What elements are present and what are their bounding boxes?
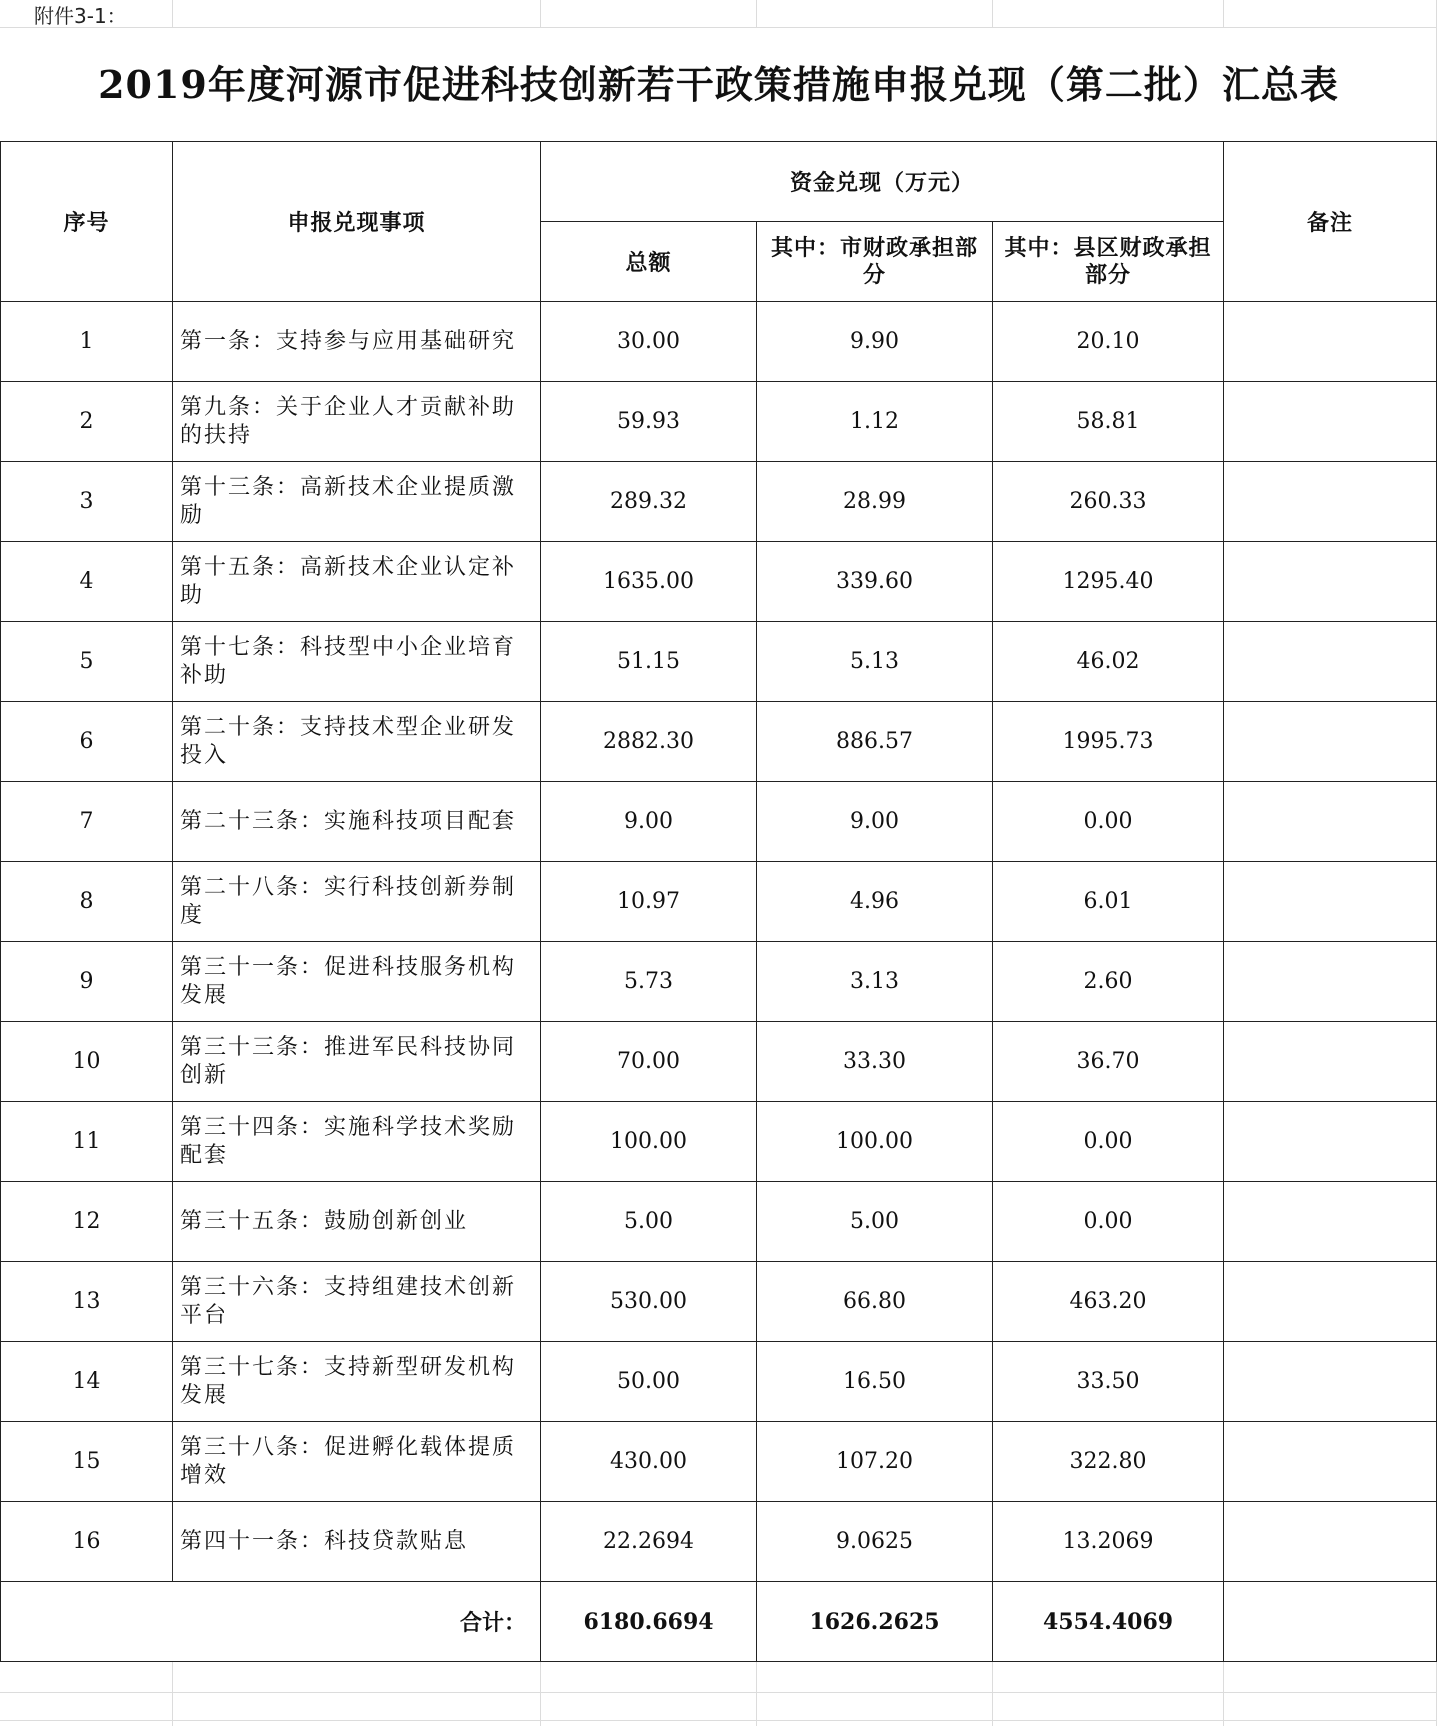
cell-city[interactable]: 16.50 bbox=[757, 1342, 993, 1422]
cell-remark[interactable] bbox=[1224, 862, 1437, 942]
totals-row bbox=[1, 1582, 1437, 1662]
cell-city[interactable]: 107.20 bbox=[757, 1422, 993, 1502]
header-county[interactable]: 其中：县区财政承担部分 bbox=[993, 222, 1224, 302]
cell-county[interactable]: 46.02 bbox=[993, 622, 1224, 702]
cell-total[interactable]: 289.32 bbox=[541, 462, 757, 542]
cell-item[interactable]: 第十五条：高新技术企业认定补助 bbox=[173, 542, 541, 622]
cell-seq[interactable]: 8 bbox=[1, 862, 173, 942]
cell-city[interactable]: 4.96 bbox=[757, 862, 993, 942]
totals-total[interactable]: 6180.6694 bbox=[541, 1582, 757, 1662]
cell-seq[interactable]: 1 bbox=[1, 302, 173, 382]
cell-county[interactable]: 322.80 bbox=[993, 1422, 1224, 1502]
cell-county[interactable]: 36.70 bbox=[993, 1022, 1224, 1102]
cell-total[interactable]: 1635.00 bbox=[541, 542, 757, 622]
table-row bbox=[1, 1502, 1437, 1582]
table-row bbox=[1, 1102, 1437, 1182]
cell-total[interactable]: 59.93 bbox=[541, 382, 757, 462]
table-row bbox=[1, 782, 1437, 862]
gridline bbox=[540, 0, 541, 28]
cell-seq[interactable]: 7 bbox=[1, 782, 173, 862]
summary-table bbox=[0, 141, 1437, 1662]
header-item[interactable]: 申报兑现事项 bbox=[173, 142, 541, 302]
cell-total[interactable]: 430.00 bbox=[541, 1422, 757, 1502]
cell-city[interactable]: 66.80 bbox=[757, 1262, 993, 1342]
cell-seq[interactable]: 9 bbox=[1, 942, 173, 1022]
gridline bbox=[992, 0, 993, 28]
cell-item[interactable]: 第一条：支持参与应用基础研究 bbox=[173, 302, 541, 382]
gridline bbox=[1223, 1662, 1224, 1726]
cell-city[interactable]: 28.99 bbox=[757, 462, 993, 542]
cell-seq[interactable]: 5 bbox=[1, 622, 173, 702]
table-row bbox=[1, 1262, 1437, 1342]
cell-total[interactable]: 5.73 bbox=[541, 942, 757, 1022]
cell-county[interactable]: 58.81 bbox=[993, 382, 1224, 462]
cell-remark[interactable] bbox=[1224, 1022, 1437, 1102]
attachment-label[interactable]: 附件3-1： bbox=[34, 4, 127, 28]
table-row bbox=[1, 1422, 1437, 1502]
cell-seq[interactable]: 3 bbox=[1, 462, 173, 542]
cell-remark[interactable] bbox=[1224, 1342, 1437, 1422]
cell-county[interactable]: 13.2069 bbox=[993, 1502, 1224, 1582]
cell-remark[interactable] bbox=[1224, 782, 1437, 862]
cell-county[interactable]: 1295.40 bbox=[993, 542, 1224, 622]
cell-county[interactable]: 463.20 bbox=[993, 1262, 1224, 1342]
cell-remark[interactable] bbox=[1224, 942, 1437, 1022]
cell-item[interactable]: 第三十一条：促进科技服务机构发展 bbox=[173, 942, 541, 1022]
cell-city[interactable]: 3.13 bbox=[757, 942, 993, 1022]
cell-county[interactable]: 0.00 bbox=[993, 1182, 1224, 1262]
table-row bbox=[1, 862, 1437, 942]
gridline bbox=[172, 0, 173, 28]
cell-seq[interactable]: 4 bbox=[1, 542, 173, 622]
cell-item[interactable]: 第二十条：支持技术型企业研发投入 bbox=[173, 702, 541, 782]
cell-total[interactable]: 2882.30 bbox=[541, 702, 757, 782]
cell-remark[interactable] bbox=[1224, 1182, 1437, 1262]
cell-seq[interactable]: 11 bbox=[1, 1102, 173, 1182]
cell-city[interactable]: 33.30 bbox=[757, 1022, 993, 1102]
cell-remark[interactable] bbox=[1224, 702, 1437, 782]
gridline bbox=[0, 1720, 1437, 1721]
cell-seq[interactable]: 15 bbox=[1, 1422, 173, 1502]
table-row bbox=[1, 302, 1437, 382]
cell-item[interactable]: 第九条：关于企业人才贡献补助的扶持 bbox=[173, 382, 541, 462]
gridline bbox=[540, 1662, 541, 1726]
cell-county[interactable]: 260.33 bbox=[993, 462, 1224, 542]
cell-city[interactable]: 1.12 bbox=[757, 382, 993, 462]
cell-total[interactable]: 530.00 bbox=[541, 1262, 757, 1342]
totals-city[interactable]: 1626.2625 bbox=[757, 1582, 993, 1662]
cell-item[interactable]: 第二十八条：实行科技创新券制度 bbox=[173, 862, 541, 942]
gridline bbox=[172, 1662, 173, 1726]
cell-remark[interactable] bbox=[1224, 1262, 1437, 1342]
cell-item[interactable]: 第三十四条：实施科学技术奖励配套 bbox=[173, 1102, 541, 1182]
table-row bbox=[1, 1022, 1437, 1102]
header-funds-group[interactable]: 资金兑现（万元） bbox=[541, 142, 1224, 222]
cell-item[interactable]: 第十七条：科技型中小企业培育补助 bbox=[173, 622, 541, 702]
cell-city[interactable]: 5.13 bbox=[757, 622, 993, 702]
totals-county[interactable]: 4554.4069 bbox=[993, 1582, 1224, 1662]
cell-item[interactable]: 第十三条：高新技术企业提质激励 bbox=[173, 462, 541, 542]
cell-county[interactable]: 20.10 bbox=[993, 302, 1224, 382]
table-row bbox=[1, 382, 1437, 462]
cell-remark[interactable] bbox=[1224, 1422, 1437, 1502]
gridline bbox=[756, 1662, 757, 1726]
cell-remark[interactable] bbox=[1224, 382, 1437, 462]
cell-total[interactable]: 22.2694 bbox=[541, 1502, 757, 1582]
cell-total[interactable]: 50.00 bbox=[541, 1342, 757, 1422]
totals-label[interactable]: 合计： bbox=[1, 1582, 541, 1662]
gridline bbox=[1223, 0, 1224, 28]
cell-seq[interactable]: 12 bbox=[1, 1182, 173, 1262]
gridline bbox=[756, 0, 757, 28]
cell-total[interactable]: 10.97 bbox=[541, 862, 757, 942]
table-row bbox=[1, 1342, 1437, 1422]
cell-seq[interactable]: 10 bbox=[1, 1022, 173, 1102]
cell-city[interactable]: 9.0625 bbox=[757, 1502, 993, 1582]
header-total[interactable]: 总额 bbox=[541, 222, 757, 302]
cell-item[interactable]: 第四十一条：科技贷款贴息 bbox=[173, 1502, 541, 1582]
cell-county[interactable]: 0.00 bbox=[993, 782, 1224, 862]
cell-remark[interactable] bbox=[1224, 462, 1437, 542]
cell-item[interactable]: 第二十三条：实施科技项目配套 bbox=[173, 782, 541, 862]
table-row bbox=[1, 702, 1437, 782]
cell-city[interactable]: 886.57 bbox=[757, 702, 993, 782]
gridline bbox=[0, 1692, 1437, 1693]
table-row bbox=[1, 542, 1437, 622]
cell-total[interactable]: 70.00 bbox=[541, 1022, 757, 1102]
totals-remark[interactable] bbox=[1224, 1582, 1437, 1662]
cell-item[interactable]: 第三十五条：鼓励创新创业 bbox=[173, 1182, 541, 1262]
cell-item[interactable]: 第三十七条：支持新型研发机构发展 bbox=[173, 1342, 541, 1422]
cell-county[interactable]: 0.00 bbox=[993, 1102, 1224, 1182]
table-row bbox=[1, 942, 1437, 1022]
cell-remark[interactable] bbox=[1224, 622, 1437, 702]
cell-remark[interactable] bbox=[1224, 1102, 1437, 1182]
header-seq[interactable]: 序号 bbox=[1, 142, 173, 302]
table-row bbox=[1, 622, 1437, 702]
cell-remark[interactable] bbox=[1224, 542, 1437, 622]
cell-city[interactable]: 5.00 bbox=[757, 1182, 993, 1262]
cell-item[interactable]: 第三十六条：支持组建技术创新平台 bbox=[173, 1262, 541, 1342]
cell-county[interactable]: 6.01 bbox=[993, 862, 1224, 942]
cell-seq[interactable]: 6 bbox=[1, 702, 173, 782]
cell-total[interactable]: 100.00 bbox=[541, 1102, 757, 1182]
cell-county[interactable]: 2.60 bbox=[993, 942, 1224, 1022]
cell-total[interactable]: 30.00 bbox=[541, 302, 757, 382]
cell-total[interactable]: 9.00 bbox=[541, 782, 757, 862]
page-title[interactable]: 2019年度河源市促进科技创新若干政策措施申报兑现（第二批）汇总表 bbox=[98, 62, 1339, 107]
table-row bbox=[1, 1182, 1437, 1262]
cell-remark[interactable] bbox=[1224, 302, 1437, 382]
cell-total[interactable]: 51.15 bbox=[541, 622, 757, 702]
cell-county[interactable]: 1995.73 bbox=[993, 702, 1224, 782]
cell-city[interactable]: 9.90 bbox=[757, 302, 993, 382]
cell-item[interactable]: 第三十三条：推进军民科技协同创新 bbox=[173, 1022, 541, 1102]
cell-county[interactable]: 33.50 bbox=[993, 1342, 1224, 1422]
cell-seq[interactable]: 16 bbox=[1, 1502, 173, 1582]
cell-city[interactable]: 9.00 bbox=[757, 782, 993, 862]
table-row bbox=[1, 462, 1437, 542]
header-city[interactable]: 其中：市财政承担部分 bbox=[757, 222, 993, 302]
cell-city[interactable]: 100.00 bbox=[757, 1102, 993, 1182]
cell-seq[interactable]: 14 bbox=[1, 1342, 173, 1422]
cell-seq[interactable]: 13 bbox=[1, 1262, 173, 1342]
gridline bbox=[992, 1662, 993, 1726]
cell-total[interactable]: 5.00 bbox=[541, 1182, 757, 1262]
header-remark[interactable]: 备注 bbox=[1224, 142, 1437, 302]
cell-city[interactable]: 339.60 bbox=[757, 542, 993, 622]
cell-item[interactable]: 第三十八条：促进孵化载体提质增效 bbox=[173, 1422, 541, 1502]
cell-seq[interactable]: 2 bbox=[1, 382, 173, 462]
cell-remark[interactable] bbox=[1224, 1502, 1437, 1582]
